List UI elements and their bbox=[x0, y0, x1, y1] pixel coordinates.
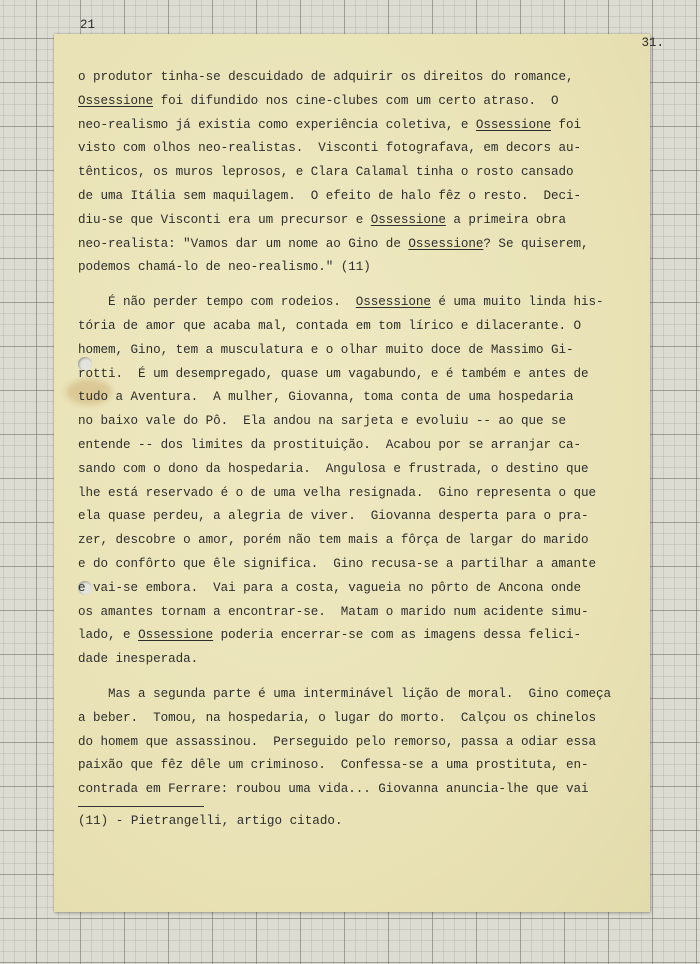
text-line bbox=[78, 778, 589, 802]
text-segment: a beber. Tomou, na hospedaria, o lugar do morto. Calçou os chinelos bbox=[78, 710, 597, 725]
text-segment: visto com olhos neo-realistas. Visconti fotografava, em decors au- bbox=[78, 141, 582, 156]
text-segment: podemos chamá-lo de neo-realismo." (11) bbox=[78, 260, 371, 275]
page-number-right: 31. bbox=[641, 36, 664, 50]
text-segment: homem, Gino, tem a musculatura e o olhar muito doce de Massimo Gi- bbox=[78, 342, 574, 357]
film-title: Ossessione bbox=[408, 236, 484, 251]
text-segment: ela quase perdeu, a alegria de viver. Giovanna desperta para o pra- bbox=[78, 509, 589, 524]
paragraph-1 bbox=[78, 66, 589, 280]
text-segment: lado, e bbox=[78, 628, 139, 643]
text-segment: Mas a segunda parte é uma interminável lição de moral. Gino começa bbox=[78, 686, 612, 701]
text-line bbox=[78, 233, 589, 257]
text-line bbox=[78, 256, 578, 280]
text-line bbox=[78, 66, 578, 90]
text-segment: lhe está reservado é o de uma velha resignada. Gino representa o que bbox=[78, 485, 597, 500]
text-line bbox=[78, 137, 582, 161]
text-segment: no baixo vale do Pô. Ela andou na sarjeta e evoluiu -- ao que se bbox=[78, 414, 566, 429]
footnote: (11) - Pietrangelli, artigo citado. bbox=[78, 814, 343, 828]
text-segment: paixão que fêz dêle um criminoso. Confessa-se a uma prostituta, en- bbox=[78, 758, 589, 773]
footnote-rule bbox=[78, 806, 204, 807]
text-line bbox=[78, 209, 578, 233]
text-segment: o produtor tinha-se descuidado de adquirir os direitos do romance, bbox=[78, 70, 574, 84]
film-title: Ossessione bbox=[78, 93, 154, 108]
text-segment: foi bbox=[550, 117, 582, 132]
text-line bbox=[78, 601, 589, 625]
text-segment: contrada em Ferrare: roubou uma vida... Giovanna anuncia-lhe que vai bbox=[78, 782, 589, 797]
text-segment: neo-realismo já existia como experiência coletiva, e bbox=[78, 117, 476, 132]
text-segment: rotti. É um desempregado, quase um vagabundo, e é também e antes de bbox=[78, 366, 589, 381]
text-segment: tória de amor que acaba mal, contada em tom lírico e dilacerante. O bbox=[78, 318, 582, 333]
text-line bbox=[78, 386, 578, 410]
text-segment: e vai-se embora. Vai para a costa, vagueia no pôrto de Ancona onde bbox=[78, 580, 582, 595]
text-line bbox=[78, 707, 597, 731]
paragraph-gap bbox=[78, 672, 578, 683]
text-line bbox=[78, 434, 582, 458]
text-line bbox=[78, 114, 582, 138]
page-number-left: 21 bbox=[80, 18, 96, 32]
text-segment: tudo a Aventura. A mulher, Giovanna, toma conta de uma hospedaria bbox=[78, 390, 574, 405]
text-line bbox=[78, 458, 589, 482]
text-line bbox=[78, 731, 597, 755]
text-segment: É não perder tempo com rodeios. bbox=[78, 295, 356, 310]
text-segment: a primeira obra bbox=[445, 212, 566, 227]
text-line bbox=[78, 291, 604, 315]
text-line bbox=[78, 90, 578, 114]
text-segment: de uma Itália sem maquilagem. O efeito de halo fêz o resto. Deci- bbox=[78, 188, 582, 203]
text-segment: entende -- dos limites da prostituição. Acabou por se arranjar ca- bbox=[78, 437, 582, 452]
text-line bbox=[78, 683, 612, 707]
text-segment: ? Se quiserem, bbox=[483, 236, 589, 251]
text-segment: neo-realista: "Vamos dar um nome ao Gino de bbox=[78, 236, 409, 251]
film-title: Ossessione bbox=[138, 628, 214, 643]
text-segment: sando com o dono da hospedaria. Angulosa e frustrada, o destino que bbox=[78, 461, 589, 476]
text-segment: do homem que assassinou. Perseguido pelo remorso, passa a odiar essa bbox=[78, 734, 597, 749]
paragraph-2 bbox=[78, 291, 604, 672]
text-line bbox=[78, 754, 589, 778]
text-segment: os amantes tornam a encontrar-se. Matam o marido num acidente simu- bbox=[78, 604, 589, 619]
text-line bbox=[78, 161, 578, 185]
film-title: Ossessione bbox=[355, 295, 431, 310]
text-line bbox=[78, 505, 589, 529]
text-segment: é uma muito linda his- bbox=[430, 295, 604, 310]
paragraph-gap bbox=[78, 280, 578, 291]
text-line bbox=[78, 482, 597, 506]
text-line bbox=[78, 339, 578, 363]
film-title: Ossessione bbox=[370, 212, 446, 227]
text-segment: tênticos, os muros leprosos, e Clara Calamal tinha o rosto cansado bbox=[78, 165, 574, 180]
text-line bbox=[78, 185, 582, 209]
text-segment: foi difundido nos cine-clubes com um certo atraso. O bbox=[153, 93, 559, 108]
text-line bbox=[78, 553, 597, 577]
text-segment: diu-se que Visconti era um precursor e bbox=[78, 212, 371, 227]
text-line bbox=[78, 529, 589, 553]
text-line bbox=[78, 315, 582, 339]
text-segment: e do confôrto que êle significa. Gino recusa-se a partilhar a amante bbox=[78, 556, 597, 571]
text-line bbox=[78, 363, 589, 387]
body-text bbox=[78, 66, 612, 802]
text-line bbox=[78, 410, 578, 434]
paragraph-3 bbox=[78, 683, 612, 802]
text-line bbox=[78, 648, 578, 672]
text-segment: poderia encerrar-se com as imagens dessa felici- bbox=[213, 628, 582, 643]
text-line bbox=[78, 624, 582, 648]
text-segment: dade inesperada. bbox=[78, 652, 199, 667]
text-segment: zer, descobre o amor, porém não tem mais a fôrça de largar do marido bbox=[78, 533, 589, 548]
text-line bbox=[78, 577, 582, 601]
film-title: Ossessione bbox=[475, 117, 551, 132]
